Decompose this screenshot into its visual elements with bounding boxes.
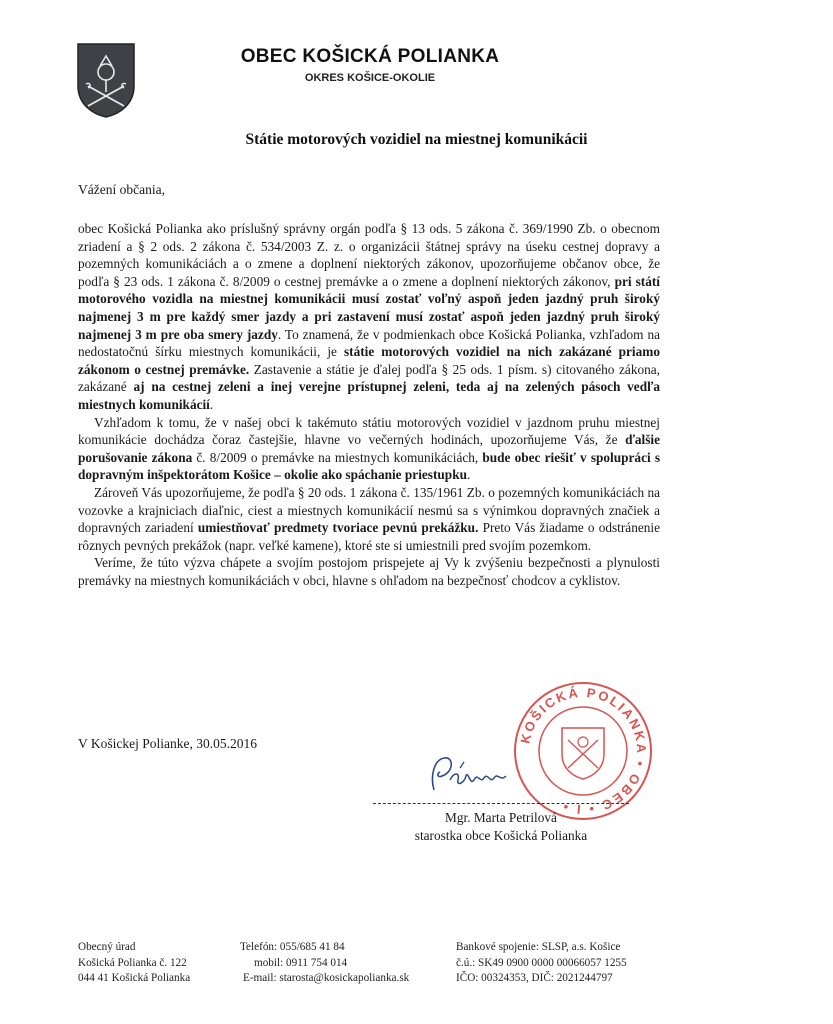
bold-text: umiestňovať predmety tvoriace pevnú prekážku. — [197, 520, 479, 536]
place-and-date: V Košickej Polianke, 30.05.2016 — [78, 736, 257, 751]
body-paragraph — [78, 414, 660, 484]
footer-phone: Telefón: 055/685 41 84 — [240, 941, 345, 953]
svg-text:KOŠICKÁ POLIANKA • OBEC • I •: KOŠICKÁ POLIANKA • OBEC • I • — [517, 684, 650, 818]
bold-text: aj na cestnej zeleni a inej verejne prístupnej zeleni, teda aj na zelených pásoch vedľa miestnych komunikácií — [78, 379, 660, 412]
text-run: Preto Vás žiadame o odstránenie rôznych pevných prekážok (napr. veľké kamene), ktoré ste si umiestnili pred svojím pozemkom. — [78, 520, 661, 553]
municipality-name: OBEC KOŠICKÁ POLIANKA — [240, 46, 500, 67]
footer-office — [78, 940, 190, 987]
text-run: . To znamená, že v podmienkach obce Košická Polianka, vzhľadom na nedostatočnú šírku miestnych komunikácii, je — [78, 326, 660, 360]
bold-text: státie motorových vozidiel na nich zakázané priamo zákonom o cestnej premávke. — [78, 344, 660, 377]
footer-bank — [456, 940, 627, 987]
text-run: Zároveň Vás upozorňujeme, že podľa § 20 ods. 1 zákona č. 135/1961 Zb. o pozemných komunikáciách na vozovke a krajniciach diaľnic, ciest a miestnych komunikácií nesmú sa s výnimkou dopravných značiek a dopravných zariadení — [78, 484, 660, 536]
footer-bank-line: Bankové spojenie: SLSP, a.s. Košice — [456, 941, 621, 953]
footer-bank-line: č.ú.: SK49 0900 0000 00066057 1255 — [456, 956, 627, 969]
district-name: OKRES KOŠICE-OKOLIE — [304, 72, 436, 84]
text-run: Veríme, že túto výzva chápete a svojím postojom prispejete aj Vy k zvýšeniu bezpečnosti a plynulosti premávky na miestnych komunikáciách v obci, hlavne s ohľadom na bezpečnosť chodcov a cyklistov. — [78, 555, 660, 588]
body-paragraph — [78, 220, 660, 414]
footer-office-line: Košická Polianka č. 122 — [78, 956, 187, 969]
text-run: č. 8/2009 o premávke na miestnych komunikáciách, — [192, 449, 483, 465]
official-stamp — [512, 680, 654, 822]
footer-office-line: Obecný úrad — [78, 941, 136, 953]
text-run: . — [209, 396, 214, 412]
handwritten-signature — [420, 750, 530, 796]
text-run: Zastavenie a státie je ďalej podľa § 25 ods. 1 písm. s) citovaného zákona, zakázané — [78, 361, 661, 395]
salutation: Vážení občania, — [78, 182, 165, 197]
body-paragraph — [78, 484, 660, 554]
text-run: obec Košická Polianka ako príslušný správny orgán podľa § 13 ods. 5 zákona č. 369/1990 Zb. o obecnom zriadení a § 2 ods. 2 zákona č. 534/2003 Z. z. o organizácii štátnej správy na úseku cestnej dopravy a pozemných komunikáciách a o zmene a doplnení niektorých zákonov, upozorňujeme občanov obce, že podľa § 23 ods. 1 zákona č. 8/2009 o cestnej premávke a o zmene a doplnení niektorých zákonov, — [78, 221, 660, 289]
document-title: Státie motorových vozidiel na miestnej komunikácii — [245, 131, 588, 148]
bold-text: ďalšie porušovanie zákona — [78, 432, 660, 465]
bold-text: pri státí motorového vozidla na miestnej komunikácii musí zostať voľný aspoň jeden jazdný pruh široký najmenej 3 m pre každý smer jazdy a pri zastavení musí zostať aspoň jeden jazdný pruh široký najmenej 3 m pre oba smery jazdy — [78, 273, 660, 342]
letter-body — [78, 220, 660, 589]
footer-contact — [240, 940, 409, 987]
text-run: Vzhľadom k tomu, že v našej obci k takémuto státiu motorových vozidiel v jazdnom pruhu miestnej komunikácie dochádza čoraz častejšie, hlavne vo večerných hodinách, upozorňujeme Vás, že — [78, 414, 660, 448]
text-run: . — [466, 467, 471, 483]
signer-role: starostka obce Košická Polianka — [414, 828, 588, 843]
bold-text: bude obec riešiť v spolupráci s dopravným inšpektorátom Košice – okolie ako spáchanie priestupku — [78, 449, 660, 483]
signature-line — [373, 803, 629, 804]
footer-email: E-mail: starosta@kosickapolianka.sk — [243, 972, 410, 984]
municipal-crest-icon — [76, 42, 136, 118]
footer-bank-line: IČO: 00324353, DIČ: 2021244797 — [456, 972, 613, 984]
signer-name: Mgr. Marta Petrilová — [445, 810, 557, 825]
footer-office-line: 044 41 Košická Polianka — [78, 972, 191, 984]
body-paragraph — [78, 554, 660, 589]
footer-mobile: mobil: 0911 754 014 — [254, 956, 348, 969]
